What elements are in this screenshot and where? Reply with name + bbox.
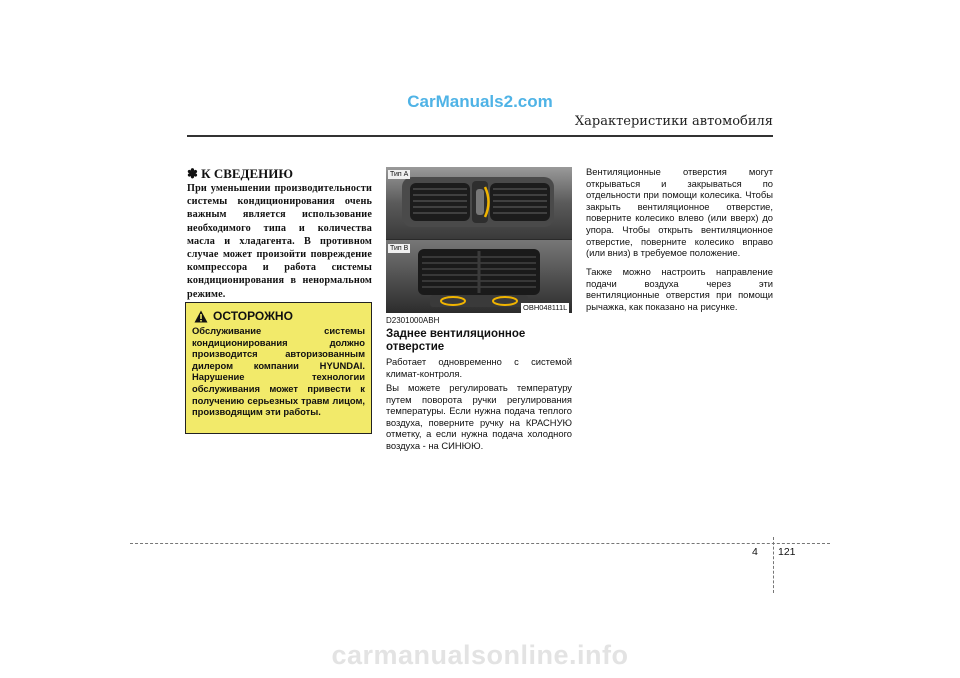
right-paragraph-2: Также можно настроить направление подачи воздуха через эти вентиляционные отверстия при помощи рычажка, как показано на рисунке. — [586, 266, 773, 312]
watermark-bottom: carmanualsonline.info — [331, 640, 629, 670]
watermark-top: CarManuals2.com — [407, 92, 553, 111]
page-header-title: Характеристики автомобиля — [574, 114, 773, 129]
chapter-number: 4 — [752, 546, 758, 558]
warning-box — [185, 302, 372, 434]
section-title: Заднее вентиляционное отверстие — [386, 328, 526, 353]
section-paragraph-1: Работает одновременно с системой климат-контроля. — [386, 356, 572, 379]
footer-divider — [130, 543, 830, 544]
header-divider — [187, 135, 773, 137]
rear-vent-photo — [386, 167, 572, 313]
section-code: D2301000ABH — [386, 316, 440, 325]
figure-label-type-a: Тип А — [390, 171, 409, 178]
warning-triangle-icon — [194, 310, 208, 323]
note-body: При уменьшении производительности системы кондиционирования очень важным является использование необходимого типа и количества масла и хладагента. В противном случае может произойти повреждение компрессора и работа системы кондиционирования в ненормальном режиме. — [187, 183, 372, 300]
page-number: 121 — [778, 546, 796, 558]
warning-body: Обслуживание системы кондиционирования должно производится авторизованным дилером компании HYUNDAI. Нарушение технологии обслуживания может привести к получению серьезных травм лицом, производящим эти работы. — [192, 325, 365, 418]
warning-heading-row — [194, 309, 293, 323]
rear-vent-illustration — [386, 167, 572, 313]
warning-heading: ОСТОРОЖНО — [213, 309, 293, 323]
footer-vertical-divider — [773, 537, 774, 593]
right-paragraph-1: Вентиляционные отверстия могут открываться и закрываться по отдельности при помощи колесика. Чтобы закрыть вентиляционное отверстие, поверните колесико влево (или вверх) до упора. Чтобы открыть вентиляционное отверстие, поверните колесико вправо (или вниз) в требуемое положение. — [586, 166, 773, 259]
figure-code: OBH048111L — [523, 303, 568, 312]
note-heading: ✽ К СВЕДЕНИЮ — [187, 166, 294, 181]
figure-label-type-b: Тип В — [390, 245, 409, 252]
section-paragraph-2: Вы можете регулировать температуру путем поворота ручки регулирования температуры. Если нужна подача теплого воздуха, поверните ручку на КРАСНУЮ отметку, а если нужна подача холодного воздуха - на СИНЮЮ. — [386, 382, 572, 451]
